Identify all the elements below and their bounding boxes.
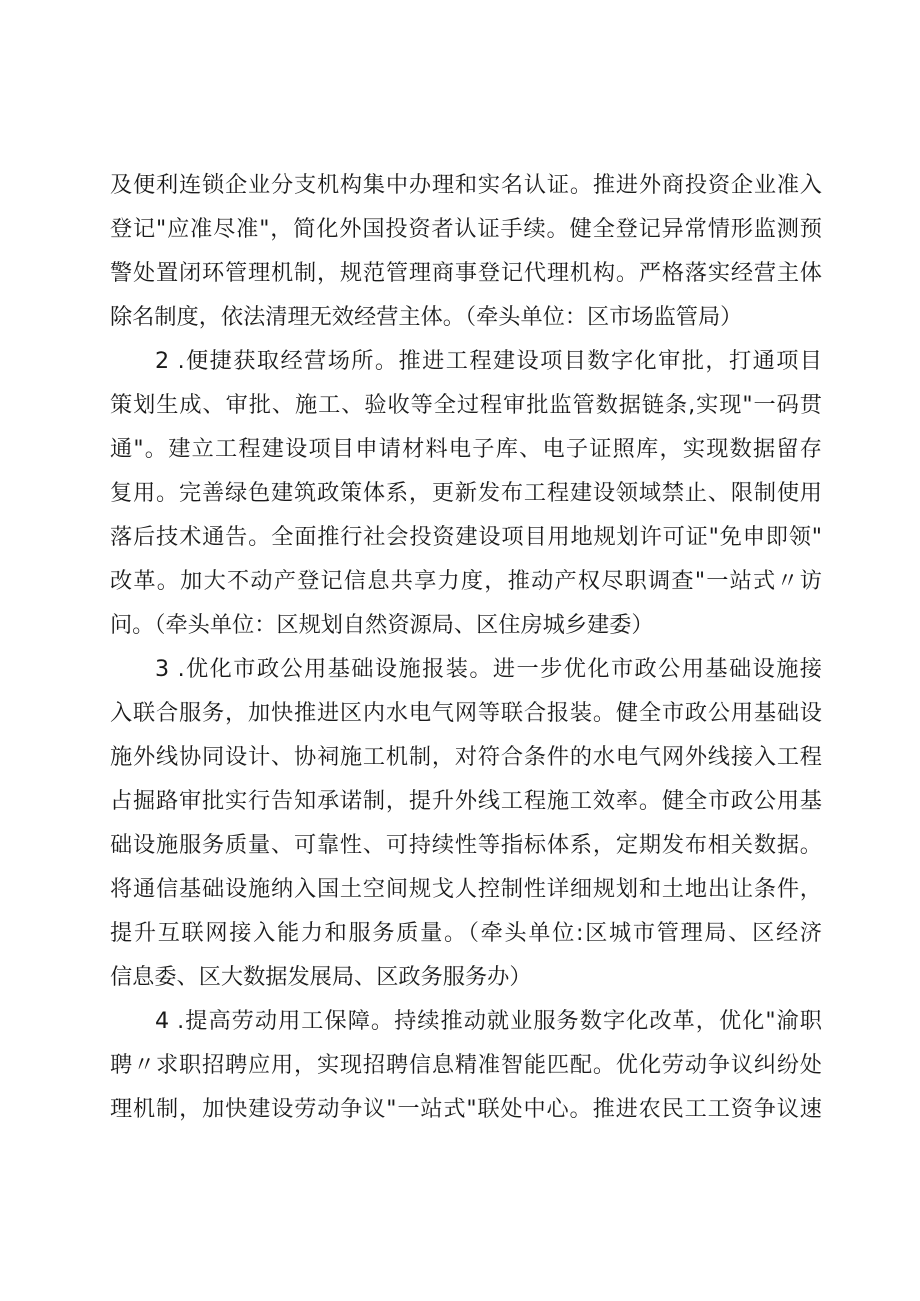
body-text-line: 通"。建立工程建设项目申请材料电子库、电子证照库，实现数据留存 [110,436,822,462]
body-text-line: 信息委、区大数据发展局、区政务服务办） [110,964,532,990]
section-heading-line: 4 .提高劳动用工保障。持续推动就业服务数字化改革，优化"渝职 [155,1008,822,1034]
body-text-line: 占掘路审批实行告知承诺制，提升外线工程施工效率。健全市政公用基 [110,788,822,814]
body-text-line: 及便利连锁企业分支机构集中办理和实名认证。推进外商投资企业准入 [110,172,822,198]
section-heading-line: 2 .便捷获取经营场所。推进工程建设项目数字化审批，打通项目 [155,348,822,374]
body-text-line: 策划生成、审批、施工、验收等全过程审批监管数据链条,实现"一码贯 [110,392,822,418]
body-text-line: 登记"应准尽准"，简化外国投资者认证手续。健全登记异常情形监测预 [110,216,822,242]
body-text-line: 问。（牵头单位：区规划自然资源局、区住房城乡建委） [110,612,654,638]
body-text-line: 础设施服务质量、可靠性、可持续性等指标体系，定期发布相关数据。 [110,832,822,858]
body-text-line: 警处置闭环管理机制，规范管理商事登记代理机构。严格落实经营主体 [110,260,822,286]
body-text-line: 将通信基础设施纳入国土空间规戈人控制性详细规划和土地出让条件， [110,876,822,902]
body-text-line: 入联合服务，加快推进区内水电气网等联合报装。健全市政公用基础设 [110,700,822,726]
body-text-line: 聘〃求职招聘应用，实现招聘信息精准智能匹配。优化劳动争议纠纷处 [110,1052,822,1078]
body-text-line: 提升互联网接入能力和服务质量。（牵头单位:区城市管理局、区经济 [110,920,822,946]
body-text-line: 落后技术通告。全面推行社会投资建设项目用地规划许可证"免申即领" [110,524,822,550]
body-text-line: 施外线协同设计、协祠施工机制，对符合条件的水电气网外线接入工程 [110,744,822,770]
body-text-line: 理机制，加快建设劳动争议"一站式"联处中心。推进农民工工资争议速 [110,1096,822,1122]
body-text-line: 复用。完善绿色建筑政策体系，更新发布工程建设领域禁止、限制使用 [110,480,822,506]
section-heading-line: 3 .优化市政公用基础设施报装。进一步优化市政公用基础设施接 [155,656,822,682]
body-text-line: 除名制度，依法清理无效经营主体。（牵头单位：区市场监管局） [110,304,743,330]
body-text-line: 改革。加大不动产登记信息共享力度，推动产权尽职调查"一站式〃访 [110,568,822,594]
